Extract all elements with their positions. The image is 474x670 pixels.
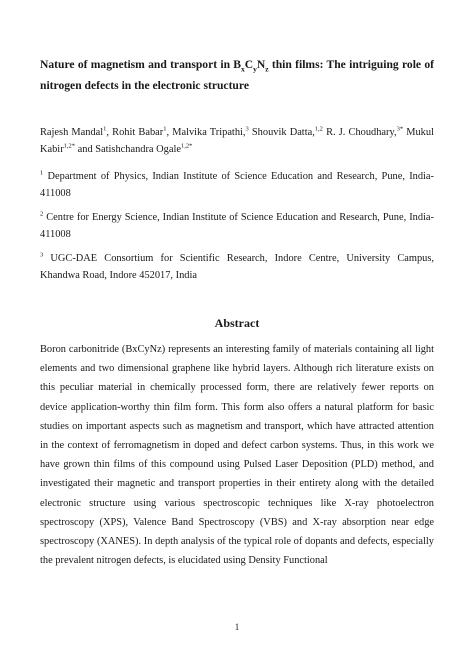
title-text: Nature of magnetism and transport in B [40,58,242,71]
author: Rohit Babar$^1$, [112,125,173,138]
affiliation-text: UGC-DAE Consortium for Scientific Research, Indore Centre, University Campus, Khandwa Road, Indore 452017, India [40,253,434,281]
author: Malvika Tripathi,$^3$ [172,125,249,138]
author: Satishchandra Ogale$^{1,2*}$ [95,142,193,155]
author-list [40,124,434,158]
affiliation-marker: 3 [40,251,44,259]
title-subscript-z: z [265,64,269,74]
abstract-body: Boron carbonitride (BxCyNz) represents an interesting family of materials containing all light elements and two dimensional graphene like hybrid layers. Although rich literature exists on this peculiar material in chemically processed form, there are relatively fewer reports on device application-worthy thin film form. This form also offers a natural platform for basic studies on important aspects such as magnetism and transport, which have attracted attention in the context of ferromagnetism in doped and defect carbon systems. Thus, in this work we have grown thin films of this compound using Pulsed Laser Deposition (PLD) method, and investigated their magnetic and transport properties in their entirety along with the detailed electronic structure using various spectroscopic techniques like X-ray photoelectron spectroscopy (XPS), Valence Band Spectroscopy (VBS) and X-ray absorption near edge spectroscopy (XANES). In depth analysis of the typical role of dopants and defects, especially the prevalent nitrogen defects, is elucidated using Density Functional [40,344,434,567]
affiliation [40,250,434,284]
author: R. J. Choudhary,$^{3*}$ [326,125,404,138]
author: Shouvik Datta,$^{1,2}$ [251,125,323,138]
title-subscript-y: y [253,64,257,74]
author: Rajesh Mandal$^1$, [40,125,113,138]
title-subscript-x: x [241,64,245,74]
paper-title [40,54,434,96]
author: Mukul Kabir$^{1,2*}$ and [40,127,434,155]
title-text: N [256,58,266,71]
affiliation [40,209,434,243]
affiliation-marker: 2 [40,210,44,218]
abstract-heading: Abstract [214,316,260,330]
title-text: C [244,58,254,71]
title-text: thin films: The intriguing role of nitrogen defects in the electronic structure [40,58,434,92]
page-number: 1 [234,622,240,632]
affiliation-marker: 1 [40,169,44,177]
affiliation-text: Centre for Energy Science, Indian Institute of Science Education and Research, Pune, India-411008 [40,212,434,240]
affiliation-text: Department of Physics, Indian Institute of Science Education and Research, Pune, India-411008 [40,171,434,199]
affiliation [40,168,434,202]
